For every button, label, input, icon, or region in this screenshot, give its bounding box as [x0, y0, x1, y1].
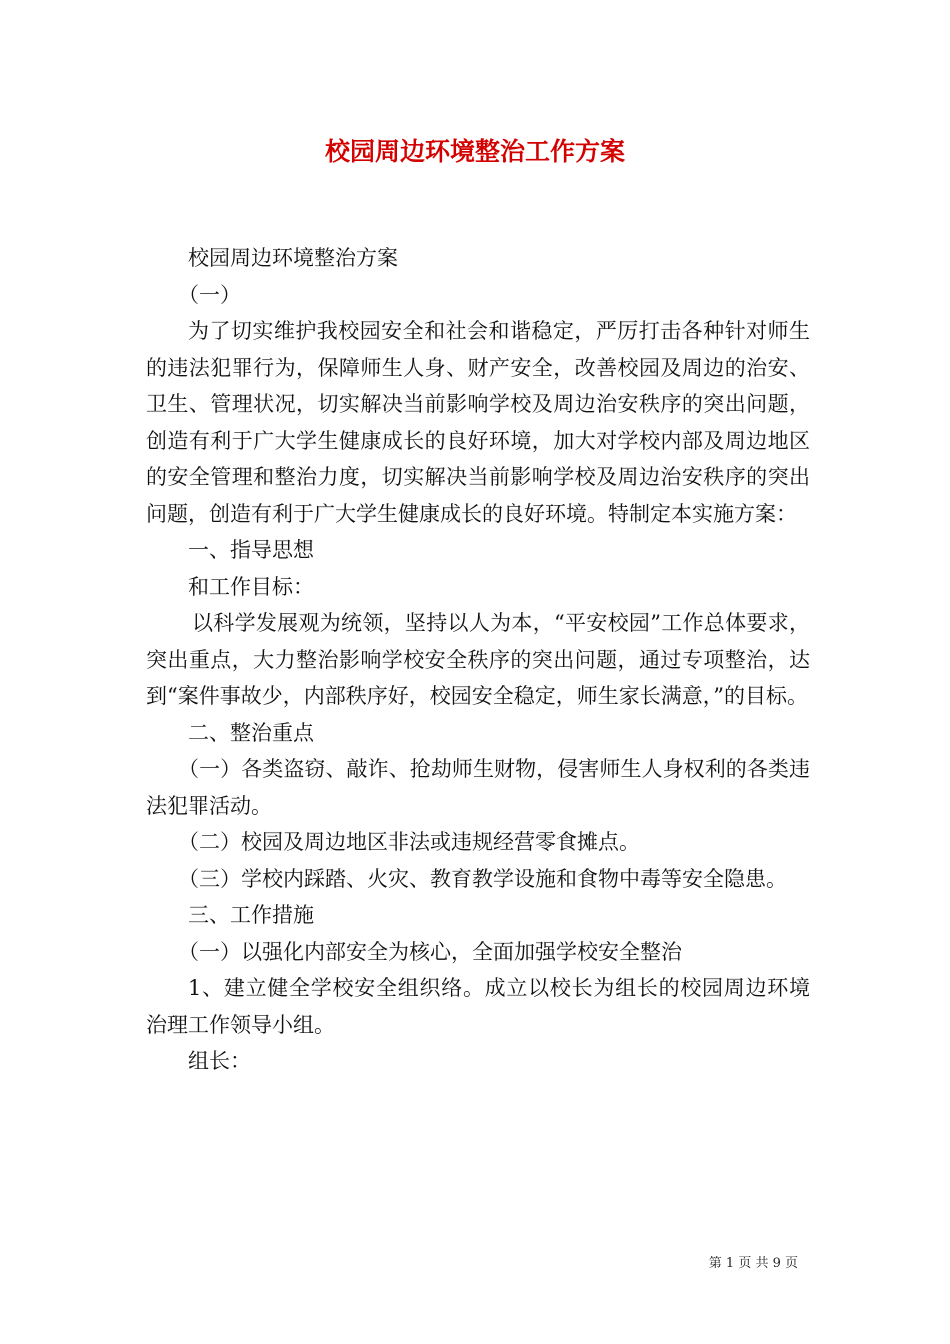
paragraph-measure-1-item-1: 1、建立健全学校安全组织络。成立以校长为组长的校园周边环境治理工作领导小组。: [146, 976, 810, 1037]
paragraph-leader: 组长：: [188, 1049, 251, 1073]
paragraph-intro: 为了切实维护我校园安全和社会和谐稳定，严厉打击各种针对师生的违法犯罪行为，保障师生人身、财产安全，改善校园及周边的治安、卫生、管理状况，切实解决当前影响学校及周边治安秩序的突出问题，创造有利于广大学生健康成长的良好环境，加大对学校内部及周边地区的安全管理和整治力度，切实解决当前影响学校及周边治安秩序的突出问题，创造有利于广大学生健康成长的良好环境。特制定本实施方案：: [146, 319, 810, 526]
heading-measures: 三、工作措施: [188, 903, 314, 927]
paragraph-section-marker: （一）: [178, 282, 241, 307]
paragraph-goals: 以科学发展观为统领，坚持以人为本，“平安校园”工作总体要求，突出重点，大力整治影响学校安全秩序的突出问题，通过专项整治，达到“案件事故少，内部秩序好，校园安全稳定，师生家长满意，”的目标。: [146, 611, 810, 708]
paragraph-measure-1: （一）以强化内部安全为核心，全面加强学校安全整治: [178, 939, 682, 964]
page-number: 第 1 页 共 9 页: [708, 1256, 798, 1271]
document-title: 校园周边环境整治工作方案: [324, 137, 625, 166]
paragraph-subtitle: 校园周边环境整治方案: [188, 246, 398, 270]
document-body: [146, 240, 810, 1080]
paragraph-key-point-1: （一）各类盗窃、敲诈、抢劫师生财物，侵害师生人身权利的各类违法犯罪活动。: [146, 757, 810, 818]
heading-work-goals: 和工作目标：: [188, 574, 314, 599]
paragraph-key-point-3: （三）学校内踩踏、火灾、教育教学设施和食物中毒等安全隐患。: [178, 866, 787, 891]
heading-guiding-thought: 一、指导思想: [188, 538, 314, 562]
paragraph-key-point-2: （二）校园及周边地区非法或违规经营零食摊点。: [178, 830, 640, 854]
heading-key-points: 二、整治重点: [188, 720, 314, 745]
